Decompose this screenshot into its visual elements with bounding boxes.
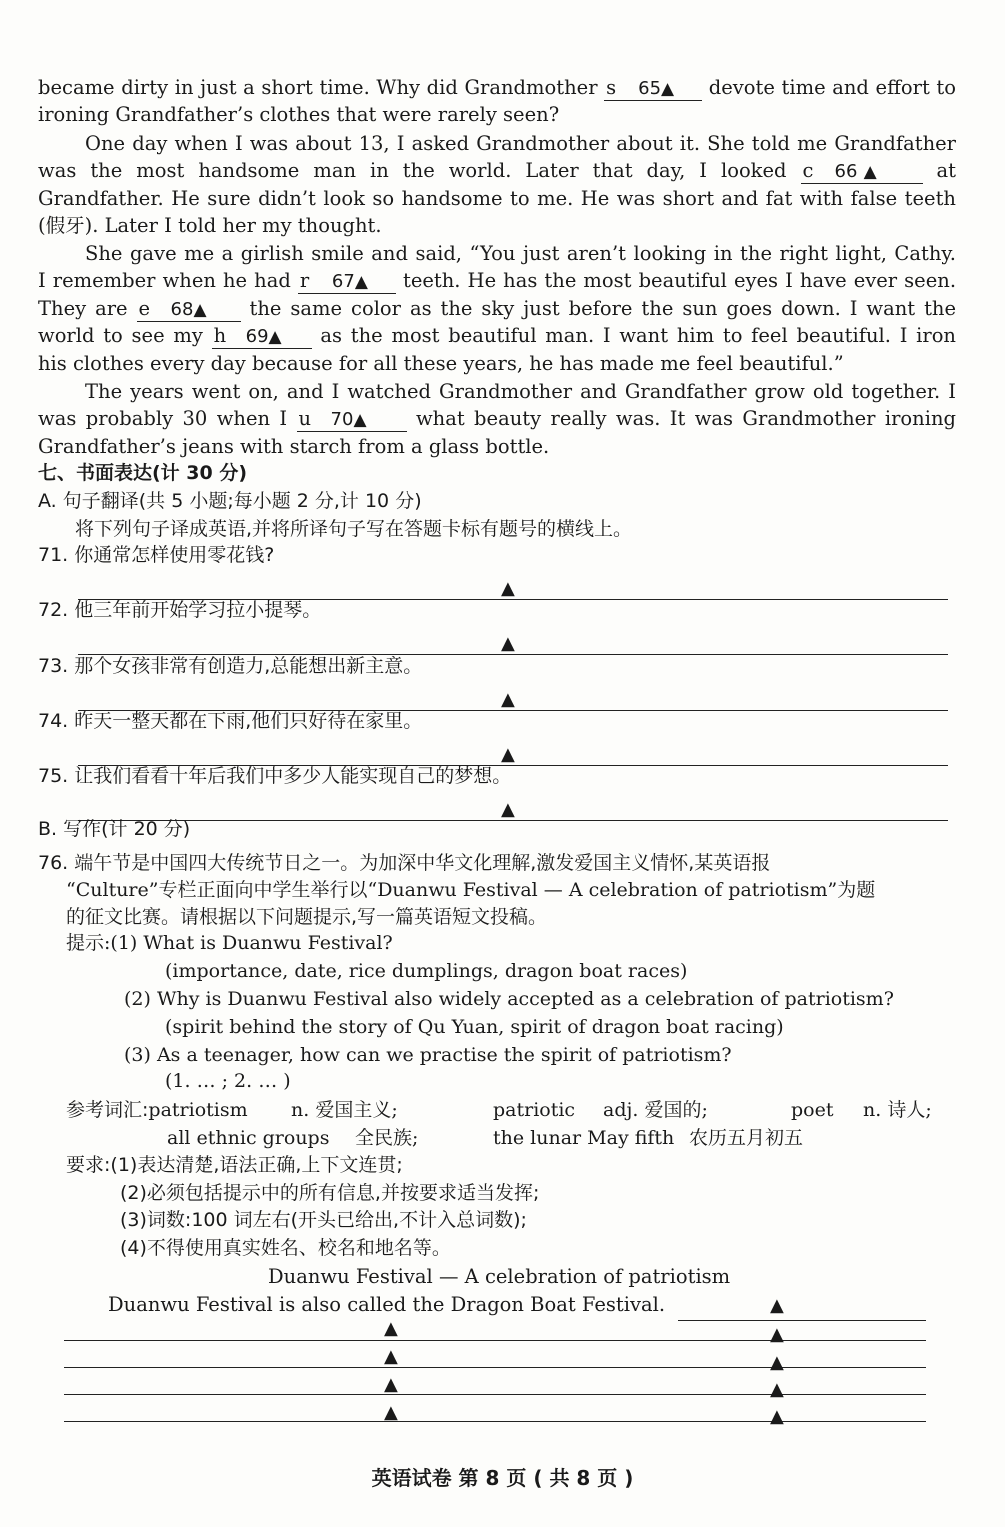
passage-line	[38, 405, 956, 432]
question-74	[38, 708, 956, 735]
triangle-marker-icon: ▲	[384, 1318, 398, 1339]
requirement-4: (4)不得使用真实姓名、校名和地名等。	[120, 1237, 451, 1259]
passage-line: his clothes every day because for all these years, he has made me feel beautiful.”	[38, 352, 844, 375]
passage-line: One day when I was about 13, I asked Grandmother about it. She told me Grandfather	[85, 132, 956, 155]
section-title: 七、书面表达(计 30 分)	[38, 462, 248, 484]
passage-line	[38, 322, 956, 349]
blank-number: 69	[245, 326, 269, 347]
blank-number: 65	[638, 78, 662, 99]
blank-hint-letter: c	[802, 159, 814, 182]
triangle-marker-icon: ▲	[863, 162, 877, 182]
question-73	[38, 653, 956, 680]
question-number: 71.	[38, 544, 69, 566]
passage-line: (假牙). Later I told her my thought.	[38, 214, 382, 237]
triangle-marker-icon: ▲	[770, 1352, 784, 1373]
vocab-meaning: adj. 爱国的;	[603, 1099, 708, 1121]
answer-line-72[interactable]	[78, 627, 948, 655]
essay-title: Duanwu Festival — A celebration of patriotism	[268, 1265, 731, 1288]
vocab-label: 参考词汇:	[66, 1099, 149, 1121]
passage-text: what beauty really was. It was Grandmother ironing	[415, 407, 957, 430]
vocab-word: all ethnic groups	[167, 1127, 330, 1149]
blank-65[interactable]	[604, 77, 702, 101]
passage-line	[38, 74, 956, 101]
question-number: 74.	[38, 710, 69, 732]
writing-line[interactable]	[64, 1374, 926, 1395]
triangle-marker-icon: ▲	[770, 1295, 784, 1316]
writing-line[interactable]	[64, 1320, 926, 1341]
requirement-2: (2)必须包括提示中的所有信息,并按要求适当发挥;	[120, 1182, 540, 1204]
triangle-marker-icon: ▲	[354, 272, 368, 292]
part-a-instruction: 将下列句子译成英语,并将所译句子写在答题卡标有题号的横线上。	[75, 518, 633, 540]
blank-hint-letter: u	[298, 407, 312, 430]
blank-70[interactable]	[297, 408, 407, 432]
question-number: 75.	[38, 765, 69, 787]
passage-line: ironing Grandfather’s clothes that were rarely seen?	[38, 103, 560, 126]
question-76-line: 的征文比赛。请根据以下问题提示,写一篇英语短文投稿。	[66, 906, 548, 928]
blank-67[interactable]	[298, 270, 396, 294]
passage-text: at	[936, 159, 956, 182]
answer-line-71[interactable]	[78, 572, 948, 600]
passage-line	[38, 295, 956, 322]
vocab-row	[167, 1125, 1005, 1152]
hint-3-detail: (1. … ; 2. … )	[165, 1070, 291, 1092]
triangle-marker-icon: ▲	[770, 1324, 784, 1345]
triangle-marker-icon: ▲	[501, 633, 515, 654]
hint-3: (3) As a teenager, how can we practise the spirit of patriotism?	[124, 1044, 732, 1066]
passage-text: as the most beautiful man. I want him to feel beautiful. I iron	[320, 324, 956, 347]
question-72	[38, 597, 956, 624]
question-71	[38, 542, 956, 569]
question-number: 73.	[38, 655, 69, 677]
vocab-meaning: 农历五月初五	[689, 1127, 804, 1149]
requirement-1: 要求:(1)表达清楚,语法正确,上下文连贯;	[66, 1154, 403, 1176]
triangle-marker-icon: ▲	[268, 327, 282, 347]
question-text: 那个女孩非常有创造力,总能想出新主意。	[74, 655, 423, 677]
part-b-title: B. 写作(计 20 分)	[38, 818, 191, 840]
triangle-marker-icon: ▲	[384, 1402, 398, 1423]
passage-text: became dirty in just a short time. Why did Grandmother	[38, 76, 598, 99]
passage-text: teeth. He has the most beautiful eyes I have ever seen.	[402, 269, 957, 292]
triangle-marker-icon: ▲	[770, 1379, 784, 1400]
answer-line-74[interactable]	[78, 738, 948, 766]
triangle-marker-icon: ▲	[501, 744, 515, 765]
passage-text: was the most handsome man in the world. Later that day, I looked	[38, 159, 787, 182]
passage-line: The years went on, and I watched Grandmother and Grandfather grow old together. I	[85, 380, 956, 403]
blank-hint-letter: h	[213, 324, 227, 347]
blank-number: 66	[834, 161, 858, 182]
passage-text: the same color as the sky just before the sun goes down. I want the	[249, 297, 957, 320]
vocab-word: poet	[791, 1099, 834, 1121]
hint-1-detail: (importance, date, rice dumplings, dragon boat races)	[165, 960, 688, 982]
vocab-word: the lunar May fifth	[493, 1127, 675, 1149]
vocab-word: patriotic	[493, 1099, 576, 1121]
blank-66[interactable]	[801, 160, 923, 184]
passage-line	[38, 157, 956, 184]
writing-area-end	[64, 1402, 926, 1422]
hint-2-detail: (spirit behind the story of Qu Yuan, spirit of dragon boat racing)	[165, 1016, 784, 1038]
passage-line: Grandfather. He sure didn’t look so handsome to me. He was short and fat with false teeth	[38, 187, 956, 210]
vocab-word: patriotism	[148, 1099, 248, 1121]
triangle-marker-icon: ▲	[501, 799, 515, 820]
writing-line[interactable]	[64, 1347, 926, 1368]
triangle-marker-icon: ▲	[384, 1374, 398, 1395]
question-75	[38, 763, 956, 790]
passage-text: I remember when he had	[38, 269, 291, 292]
blank-hint-letter: e	[138, 297, 151, 320]
passage-line	[38, 267, 956, 294]
question-76-line: 76. 端午节是中国四大传统节日之一。为加深中华文化理解,激发爱国主义情怀,某英语报	[38, 852, 771, 874]
vocab-meaning: n. 诗人;	[863, 1099, 932, 1121]
page-footer: 英语试卷 第 8 页 ( 共 8 页 )	[371, 1466, 634, 1490]
part-a-title: A. 句子翻译(共 5 小题;每小题 2 分,计 10 分)	[38, 490, 422, 512]
blank-number: 68	[170, 299, 194, 320]
passage-text: devote time and effort to	[708, 76, 957, 99]
blank-number: 67	[331, 271, 355, 292]
passage-text: world to see my	[38, 324, 203, 347]
question-text: 昨天一整天都在下雨,他们只好待在家里。	[74, 710, 423, 732]
triangle-marker-icon: ▲	[501, 578, 515, 599]
answer-line-73[interactable]	[78, 683, 948, 711]
vocab-meaning: n. 爱国主义;	[291, 1099, 398, 1121]
vocab-meaning: 全民族;	[355, 1127, 419, 1149]
passage-text: was probably 30 when I	[38, 407, 288, 430]
hint-1: 提示:(1) What is Duanwu Festival?	[66, 932, 393, 954]
question-text: 你通常怎样使用零花钱?	[74, 544, 275, 566]
blank-68[interactable]	[137, 298, 241, 322]
passage-line: Grandfather’s jeans with starch from a glass bottle.	[38, 435, 550, 458]
passage-line: She gave me a girlish smile and said, “You just aren’t looking in the right light, Cathy.	[85, 242, 956, 265]
blank-hint-letter: s	[606, 76, 617, 99]
blank-number: 70	[330, 409, 354, 430]
writing-line[interactable]	[678, 1300, 926, 1321]
essay-opening: Duanwu Festival is also called the Dragon Boat Festival.	[108, 1293, 666, 1316]
triangle-marker-icon: ▲	[661, 79, 675, 99]
hint-2: (2) Why is Duanwu Festival also widely accepted as a celebration of patriotism?	[124, 988, 894, 1010]
question-text: 让我们看看十年后我们中多少人能实现自己的梦想。	[74, 765, 512, 787]
triangle-marker-icon: ▲	[353, 410, 367, 430]
blank-hint-letter: r	[299, 269, 310, 292]
question-number: 72.	[38, 599, 69, 621]
question-76-line: “Culture”专栏正面向中学生举行以“Duanwu Festival — A celebration of patriotism”为题	[66, 879, 876, 901]
requirement-3: (3)词数:100 词左右(开头已给出,不计入总词数);	[120, 1209, 527, 1231]
triangle-marker-icon: ▲	[501, 689, 515, 710]
blank-69[interactable]	[212, 325, 312, 349]
question-text: 他三年前开始学习拉小提琴。	[74, 599, 322, 621]
triangle-marker-icon: ▲	[193, 300, 207, 320]
vocab-row	[66, 1097, 984, 1124]
triangle-marker-icon: ▲	[770, 1406, 784, 1427]
passage-text: They are	[38, 297, 128, 320]
triangle-marker-icon: ▲	[384, 1346, 398, 1367]
